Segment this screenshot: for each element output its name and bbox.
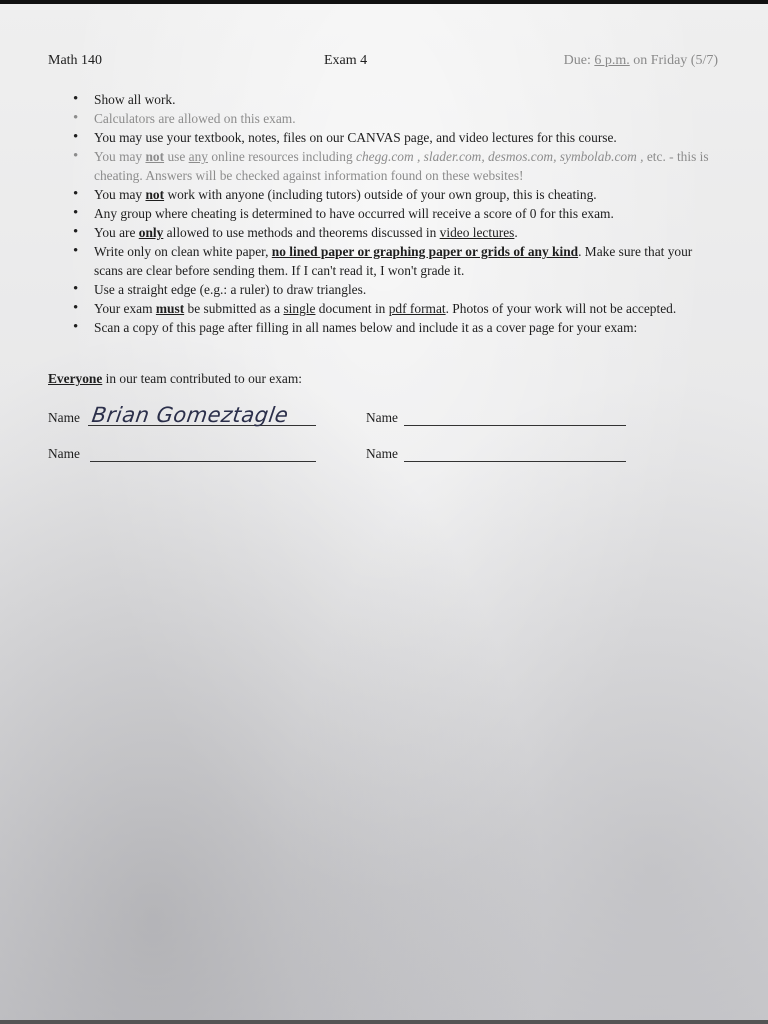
scan-edge-top — [0, 0, 768, 4]
exam-rules-list — [70, 90, 720, 337]
name-field-2[interactable] — [366, 404, 628, 428]
name-label: Name — [366, 410, 398, 425]
rule-cheating-score: • Any group where cheating is determined to have occurred will receive a score of 0 for this exam. — [70, 204, 720, 223]
rule-calculators: • Calculators are allowed on this exam. — [70, 109, 720, 128]
name-field-4[interactable] — [366, 440, 628, 464]
handwritten-signature: Brian Gomeztagle — [90, 403, 291, 427]
name-label: Name — [366, 446, 398, 461]
rule-paper: • Write only on clean white paper, no lined paper or graphing paper or grids of any kind. Make sure that your scans are clear before sending them. If I can't read it, I won't grade it. — [70, 242, 720, 280]
name-line[interactable] — [404, 439, 626, 462]
rule-methods: • You are only allowed to use methods and theorems discussed in video lectures. — [70, 223, 720, 242]
rule-show-work: • Show all work. — [70, 90, 720, 109]
rule-online-resources: • You may not use any online resources including chegg.com , slader.com, desmos.com, symbolab.com , etc. - this is cheating. Answers will be checked against information found on these websites! — [70, 147, 720, 185]
name-label: Name — [48, 410, 80, 425]
course-title: Math 140 — [48, 53, 103, 68]
page-header — [48, 53, 718, 73]
rule-cover-page: • Scan a copy of this page after filling in all names below and include it as a cover page for your exam: — [70, 318, 720, 337]
rule-group-work: • You may not work with anyone (including tutors) outside of your own group, this is cheating. — [70, 185, 720, 204]
scan-edge-bottom — [0, 1020, 768, 1024]
name-field-1[interactable] — [48, 404, 318, 428]
due-date: Due: 6 p.m. on Friday (5/7) — [563, 53, 718, 68]
name-line[interactable] — [404, 403, 626, 426]
name-label: Name — [48, 446, 80, 461]
rule-submission: • Your exam must be submitted as a single document in pdf format. Photos of your work will not be accepted. — [70, 299, 720, 318]
exam-title: Exam 4 — [324, 53, 368, 68]
name-line[interactable] — [90, 439, 316, 462]
name-field-3[interactable] — [48, 440, 318, 464]
rule-straight-edge: • Use a straight edge (e.g.: a ruler) to draw triangles. — [70, 280, 720, 299]
team-statement: Everyone in our team contributed to our exam: — [48, 371, 302, 386]
name-line[interactable] — [88, 403, 316, 426]
rule-resources: • You may use your textbook, notes, files on our CANVAS page, and video lectures for this course. — [70, 128, 720, 147]
